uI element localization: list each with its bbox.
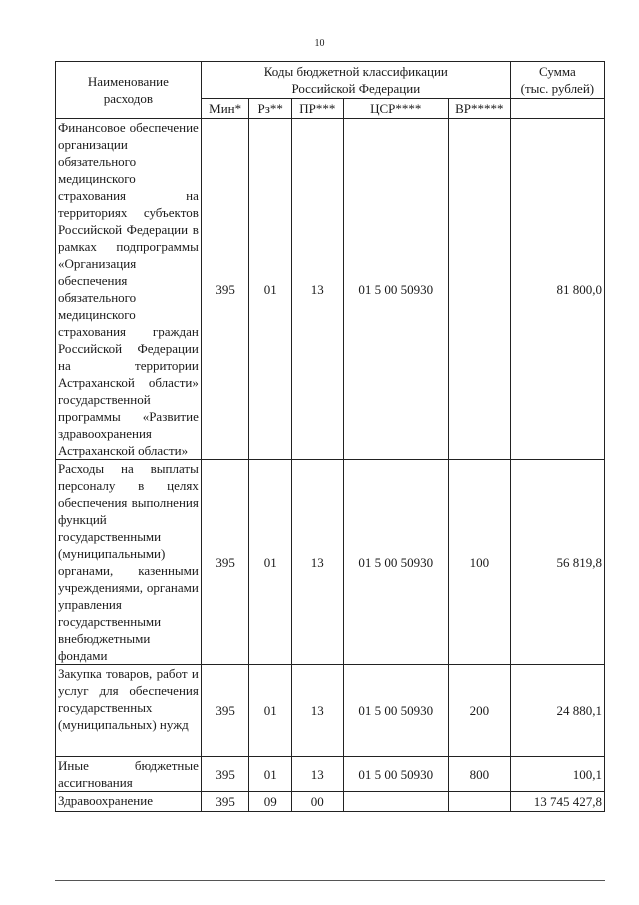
page-number: 10 [314,38,325,49]
header-codes-line2: Российской Федерации [291,81,421,96]
header-pr: ПР*** [291,99,343,119]
row-rz: 09 [249,792,292,812]
header-name-line1: Наименование [87,74,169,89]
row-name: Закупка товаров, работ и услуг для обеспечения государственных (муниципальных) нужд [56,665,202,757]
table-row [56,119,605,460]
budget-table [55,61,605,812]
bottom-divider [55,880,605,881]
row-min: 395 [201,119,249,460]
row-csr: 01 5 00 50930 [343,119,448,460]
row-rz: 01 [249,119,292,460]
header-name-line2: расходов [103,91,154,106]
row-sum: 100,1 [510,757,604,792]
row-pr: 13 [291,757,343,792]
row-csr: 01 5 00 50930 [343,757,448,792]
header-row [56,62,605,99]
row-vr: 200 [448,665,510,757]
header-min: Мин* [201,99,249,119]
row-csr [343,792,448,812]
table-row [56,665,605,757]
row-name: Финансовое обеспечение организации обязательного медицинского страхования на территориях субъектов Российской Федерации в рамках подпрограммы «Организация обеспечения обязательного медицинского страхования граждан Российской Федерации на территории Астраханской области» государственной программы «Развитие здравоохранения Астраханской области» [56,119,202,460]
header-rz: Рз** [249,99,292,119]
row-pr: 13 [291,665,343,757]
row-rz: 01 [249,757,292,792]
row-sum: 81 800,0 [510,119,604,460]
row-pr: 13 [291,460,343,665]
table-row [56,757,605,792]
row-sum: 24 880,1 [510,665,604,757]
row-rz: 01 [249,665,292,757]
row-csr: 01 5 00 50930 [343,460,448,665]
row-name: Иные бюджетные ассигнования [56,757,202,792]
header-sum-blank [510,99,604,119]
table-row [56,792,605,812]
row-min: 395 [201,665,249,757]
row-csr: 01 5 00 50930 [343,665,448,757]
row-min: 395 [201,460,249,665]
row-pr: 13 [291,119,343,460]
row-rz: 01 [249,460,292,665]
row-vr: 100 [448,460,510,665]
header-codes-line1: Коды бюджетной классификации [263,64,448,79]
header-sum-line1: Сумма [538,64,576,79]
row-min: 395 [201,757,249,792]
header-name-cell [56,62,202,119]
row-name: Расходы на выплаты персоналу в целях обеспечения выполнения функций государственными (муниципальными) органами, казенными учреждениями, органами управления государственными внебюджетными фондами [56,460,202,665]
header-codes-cell [201,62,510,99]
header-vr: ВР***** [448,99,510,119]
row-min: 395 [201,792,249,812]
row-sum: 56 819,8 [510,460,604,665]
row-vr [448,792,510,812]
row-vr [448,119,510,460]
table-row [56,460,605,665]
header-sum-line2: (тыс. рублей) [520,81,595,96]
header-sum-cell [510,62,604,99]
row-sum: 13 745 427,8 [510,792,604,812]
row-vr: 800 [448,757,510,792]
header-csr: ЦСР**** [343,99,448,119]
row-pr: 00 [291,792,343,812]
row-name: Здравоохранение [56,792,202,812]
